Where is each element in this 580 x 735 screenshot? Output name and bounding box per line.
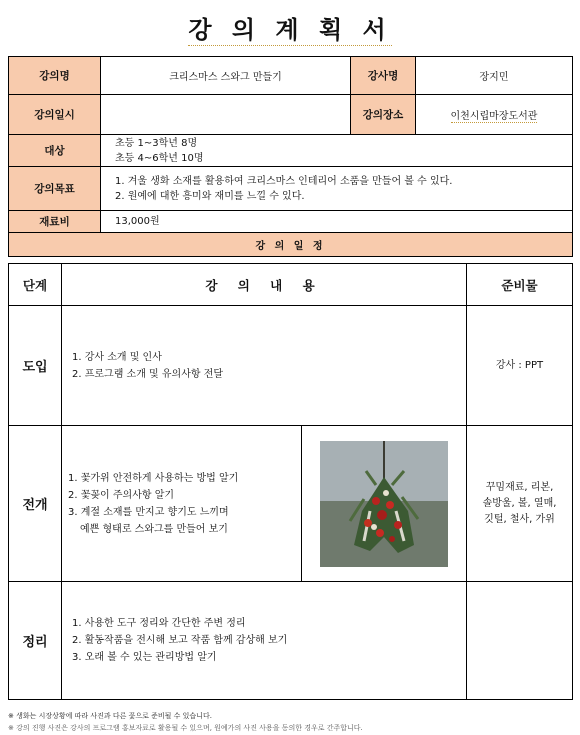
target-line: 초등 1~3학년 8명 xyxy=(115,137,198,149)
target-value xyxy=(101,135,573,167)
footnotes xyxy=(8,710,572,734)
date-label: 강의일시 xyxy=(9,95,101,135)
plan-row-intro xyxy=(9,306,573,426)
col-materials-header: 준비물 xyxy=(467,264,573,306)
swag-illustration xyxy=(320,441,448,567)
venue-label: 강의장소 xyxy=(351,95,416,135)
content-split xyxy=(62,426,466,581)
footnote: ※ 강의 진행 사진은 강사의 프로그램 홍보자료로 활용될 수 있으며, 원예가의 사진 사용을 동의한 경우로 간주합니다. xyxy=(8,724,363,732)
content-list xyxy=(72,615,466,666)
page-title-text: 강 의 계 획 서 xyxy=(188,16,392,44)
christmas-swag-photo xyxy=(320,441,448,567)
fee-label: 재료비 xyxy=(9,211,101,233)
goal-label: 강의목표 xyxy=(9,167,101,211)
content-item: 1. 강사 소개 및 인사 xyxy=(72,351,162,363)
course-name-value: 크리스마스 스와그 만들기 xyxy=(101,57,351,95)
materials-line: 강사 : PPT xyxy=(495,359,544,371)
content-intro xyxy=(62,306,467,426)
content-item: 3. 계절 소재를 만지고 향기도 느끼며 xyxy=(68,506,229,518)
schedule-heading: 강 의 일 정 xyxy=(9,233,573,257)
content-left xyxy=(62,426,302,581)
target-label: 대상 xyxy=(9,135,101,167)
content-item-text: 예쁜 형태로 스와그를 만들어 보기 xyxy=(80,523,228,535)
info-row-date xyxy=(9,95,573,135)
instructor-value: 장지민 xyxy=(416,57,573,95)
materials-intro xyxy=(467,306,573,426)
content-item: 2. 프로그램 소개 및 유의사항 전달 xyxy=(72,368,224,380)
plan-row-development xyxy=(9,426,573,582)
goal-line: 1. 겨울 생화 소재를 활용하여 크리스마스 인테리어 소품을 만들어 볼 수 있다. xyxy=(115,175,453,187)
content-item: 2. 활동작품을 전시해 보고 작품 함께 감상해 보기 xyxy=(72,635,288,646)
target-line: 초등 4~6학년 10명 xyxy=(115,152,204,164)
materials-wrapup xyxy=(467,582,573,700)
content-list xyxy=(72,349,466,383)
course-name-label: 강의명 xyxy=(9,57,101,95)
footnote: ※ 생화는 시장상황에 따라 사진과 다른 꽃으로 준비될 수 있습니다. xyxy=(8,712,212,720)
course-info-table xyxy=(8,56,573,257)
materials-line: 깃털, 철사, 가위 xyxy=(484,513,555,525)
info-row-schedule xyxy=(9,233,573,257)
col-stage-header: 단계 xyxy=(9,264,62,306)
date-value xyxy=(101,95,351,135)
info-row-fee xyxy=(9,211,573,233)
info-row-course xyxy=(9,57,573,95)
materials-development xyxy=(467,426,573,582)
stage-development: 전개 xyxy=(9,426,62,582)
col-content-header: 강 의 내 용 xyxy=(62,264,467,306)
materials-line: 꾸밈재료, 리본, xyxy=(485,481,554,493)
info-row-target xyxy=(9,135,573,167)
materials-line: 솔방울, 볼, 열매, xyxy=(482,497,557,509)
lesson-plan-table xyxy=(8,263,573,700)
content-photo-cell xyxy=(302,426,466,581)
venue-value xyxy=(416,95,573,135)
page-title xyxy=(0,10,580,44)
goal-value xyxy=(101,167,573,211)
content-item: 2. 꽃꽂이 주의사항 알기 xyxy=(68,489,175,501)
info-row-goal xyxy=(9,167,573,211)
content-wrapup xyxy=(62,582,467,700)
goal-line: 2. 원예에 대한 흥미와 재미를 느낄 수 있다. xyxy=(115,190,305,202)
content-list xyxy=(68,470,238,538)
stage-intro: 도입 xyxy=(9,306,62,426)
content-item xyxy=(68,521,238,538)
content-item: 1. 꽃가위 안전하게 사용하는 방법 알기 xyxy=(68,472,239,484)
venue-text: 이천시립마장도서관 xyxy=(450,111,538,122)
plan-header-row xyxy=(9,264,573,306)
fee-value: 13,000원 xyxy=(101,211,573,233)
instructor-label: 강사명 xyxy=(351,57,416,95)
content-item: 3. 오래 볼 수 있는 관리방법 알기 xyxy=(72,652,217,663)
plan-row-wrapup xyxy=(9,582,573,700)
content-development xyxy=(62,426,467,582)
stage-wrapup: 정리 xyxy=(9,582,62,700)
content-item: 1. 사용한 도구 정리와 간단한 주변 정리 xyxy=(72,618,246,629)
